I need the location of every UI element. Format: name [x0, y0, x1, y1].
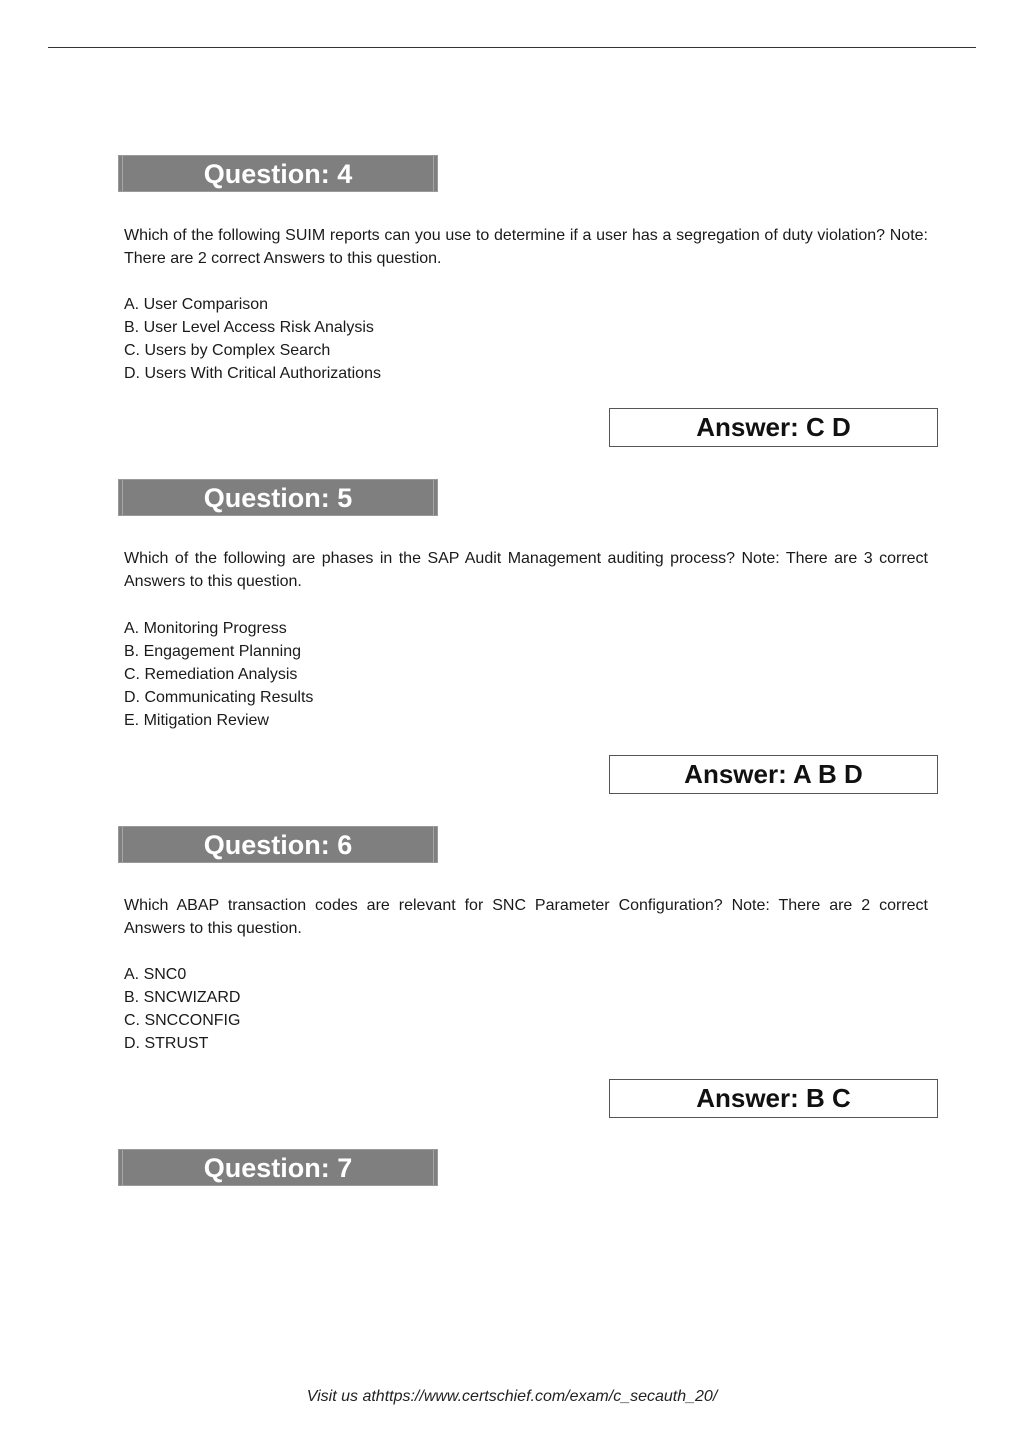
- question-4-answer: Answer: C D: [696, 412, 851, 442]
- question-6-options: [124, 963, 240, 1055]
- option-item: D. STRUST: [124, 1035, 209, 1052]
- option-item: A. Monitoring Progress: [124, 620, 287, 637]
- question-6-text: Which ABAP transaction codes are relevant for SNC Parameter Configuration? Note: There are 2 correct Answers to this question.: [124, 897, 928, 937]
- option-item: A. User Comparison: [124, 296, 269, 313]
- option-item: B. User Level Access Risk Analysis: [124, 319, 374, 336]
- question-5-text: Which of the following are phases in the SAP Audit Management auditing process? Note: There are 3 correct Answers to this question.: [124, 550, 928, 590]
- option-item: B. SNCWIZARD: [124, 989, 241, 1006]
- question-4-text: Which of the following SUIM reports can you use to determine if a user has a segregation of duty violation? Note: There are 2 correct Answers to this question.: [124, 227, 928, 267]
- question-6-header: [118, 826, 438, 863]
- option-item: A. SNC0: [124, 966, 187, 983]
- question-6-answer-box: [609, 1079, 938, 1118]
- question-5-title: Question: 5: [203, 483, 353, 513]
- question-6-title: Question: 6: [203, 830, 353, 860]
- footer-visit-link[interactable]: Visit us athttps://www.certschief.com/exam/c_secauth_20/: [306, 1388, 718, 1405]
- option-item: D. Communicating Results: [124, 689, 314, 706]
- question-7-title: Question: 7: [203, 1153, 353, 1183]
- option-item: C. Remediation Analysis: [124, 666, 298, 683]
- option-item: C. Users by Complex Search: [124, 342, 331, 359]
- question-4-header: [118, 155, 438, 192]
- question-7-header: [118, 1149, 438, 1186]
- top-divider: [48, 47, 976, 48]
- option-item: E. Mitigation Review: [124, 712, 269, 729]
- question-5-answer: Answer: A B D: [684, 759, 863, 789]
- option-item: D. Users With Critical Authorizations: [124, 365, 381, 382]
- question-6-answer: Answer: B C: [696, 1083, 851, 1113]
- question-5-options: [124, 617, 313, 732]
- question-5-answer-box: [609, 755, 938, 794]
- question-4-title: Question: 4: [203, 159, 353, 189]
- option-item: C. SNCCONFIG: [124, 1012, 241, 1029]
- question-4-answer-box: [609, 408, 938, 447]
- question-5-header: [118, 479, 438, 516]
- option-item: B. Engagement Planning: [124, 643, 302, 660]
- question-4-options: [124, 293, 381, 385]
